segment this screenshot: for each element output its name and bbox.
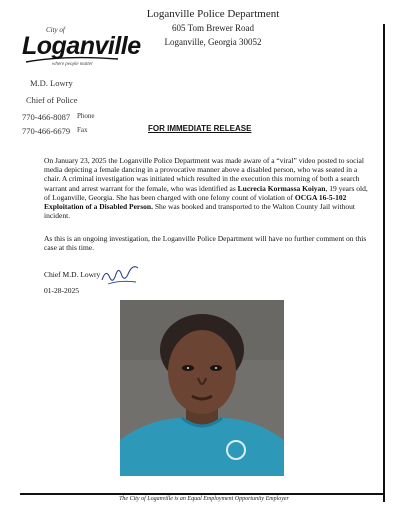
city-logo bbox=[22, 26, 141, 72]
booking-photo-image bbox=[120, 300, 284, 476]
phone-label: Phone bbox=[77, 112, 95, 120]
chief-title: Chief of Police bbox=[26, 95, 78, 105]
body-text-b: , 19 years old, of Loganville, Georgia. She has been charged with one felony count of violation of bbox=[44, 183, 368, 202]
fax-label: Fax bbox=[77, 126, 88, 134]
charge-text: OCGA 16-5-102 Exploitation of a Disabled Person. bbox=[44, 192, 347, 212]
release-date: 01-28-2025 bbox=[44, 286, 79, 295]
body-paragraph-1 bbox=[44, 156, 372, 220]
logo-city-of: City of bbox=[46, 26, 65, 34]
department-name: Loganville Police Department bbox=[146, 8, 280, 20]
signature-printed-name: Chief M.D. Lowry bbox=[44, 270, 101, 279]
suspect-name: Lucrecia Kormassa Koiyan bbox=[237, 183, 326, 193]
phone-number: 770-466-8087 bbox=[22, 112, 71, 122]
body-paragraph-2: As this is an ongoing investigation, the Loganville Police Department will have no further comment on this case at this time. bbox=[44, 234, 367, 253]
chief-name: M.D. Lowry bbox=[30, 78, 73, 88]
logo-tagline: where people matter bbox=[52, 62, 93, 67]
fax-number: 770-466-6679 bbox=[22, 126, 71, 136]
body-text-c: She was booked and transported to the Walton County Jail without incident. bbox=[44, 202, 355, 221]
release-heading: FOR IMMEDIATE RELEASE bbox=[148, 124, 252, 133]
page-border-bottom bbox=[20, 493, 385, 495]
page-border-right bbox=[383, 24, 385, 502]
booking-photo bbox=[120, 300, 284, 476]
handwritten-signature bbox=[98, 262, 142, 288]
logo-city-name: Loganville bbox=[22, 32, 141, 60]
body-text-a: On January 23, 2025 the Loganville Police Department was made aware of a “viral” video posted to social media depicting a female dancing in a provocative manner above a disabled person, who was seated in a chair. A criminal investigation was initiated which resulted in the execution this morning of both a search warrant and arrest warrant for the female, who was identified as bbox=[44, 156, 364, 193]
department-street: 605 Tom Brewer Road bbox=[172, 23, 254, 33]
department-city-state: Loganville, Georgia 30052 bbox=[164, 37, 262, 47]
footer-eeo-statement: The City of Loganville is an Equal Employment Opportunity Employer bbox=[119, 496, 289, 502]
